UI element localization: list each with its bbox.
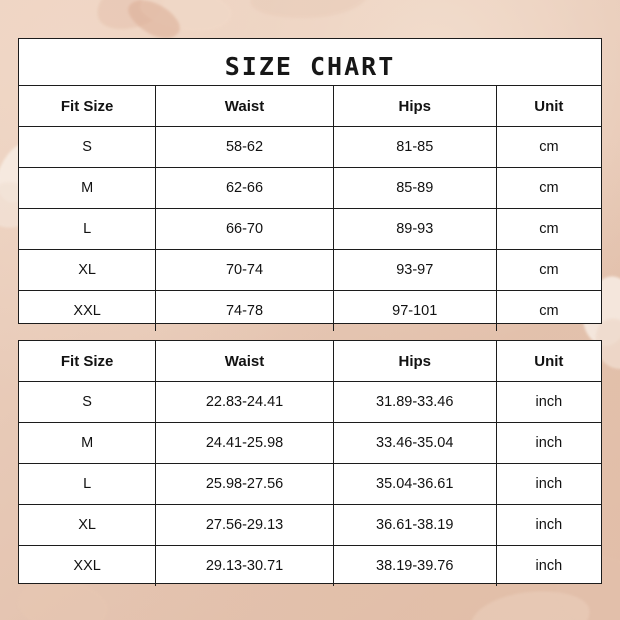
column-header-hips: Hips (333, 341, 496, 382)
table-row (19, 423, 601, 464)
cell-fit-size: S (19, 127, 156, 168)
cell-waist: 29.13-30.71 (156, 546, 334, 587)
cell-fit-size: M (19, 168, 156, 209)
cell-unit: inch (496, 464, 601, 505)
cm-size-chart-card (18, 38, 602, 324)
table-header-row (19, 86, 601, 127)
cell-unit: cm (496, 168, 601, 209)
cell-fit-size: M (19, 423, 156, 464)
cm-size-table (19, 85, 601, 331)
cell-waist: 62-66 (156, 168, 334, 209)
table-row (19, 127, 601, 168)
cell-unit: inch (496, 423, 601, 464)
column-header-waist: Waist (156, 86, 334, 127)
column-header-hips: Hips (333, 86, 496, 127)
column-header-waist: Waist (156, 341, 334, 382)
cell-hips: 97-101 (333, 291, 496, 332)
cell-unit: cm (496, 291, 601, 332)
cell-waist: 74-78 (156, 291, 334, 332)
cell-fit-size: XXL (19, 546, 156, 587)
cell-unit: inch (496, 546, 601, 587)
cell-waist: 24.41-25.98 (156, 423, 334, 464)
table-row (19, 505, 601, 546)
cell-fit-size: L (19, 209, 156, 250)
cell-hips: 33.46-35.04 (333, 423, 496, 464)
cell-fit-size: XXL (19, 291, 156, 332)
table-row (19, 291, 601, 332)
cell-unit: cm (496, 250, 601, 291)
cell-unit: inch (496, 382, 601, 423)
table-header-row (19, 341, 601, 382)
cell-fit-size: S (19, 382, 156, 423)
cell-hips: 36.61-38.19 (333, 505, 496, 546)
cell-hips: 31.89-33.46 (333, 382, 496, 423)
cell-waist: 25.98-27.56 (156, 464, 334, 505)
cell-waist: 66-70 (156, 209, 334, 250)
cell-hips: 38.19-39.76 (333, 546, 496, 587)
table-row (19, 546, 601, 587)
cell-waist: 27.56-29.13 (156, 505, 334, 546)
inch-size-chart-card (18, 340, 602, 584)
column-header-unit: Unit (496, 86, 601, 127)
table-row (19, 209, 601, 250)
cell-unit: inch (496, 505, 601, 546)
column-header-fit-size: Fit Size (19, 341, 156, 382)
cell-hips: 93-97 (333, 250, 496, 291)
cell-hips: 81-85 (333, 127, 496, 168)
cell-hips: 35.04-36.61 (333, 464, 496, 505)
cell-hips: 89-93 (333, 209, 496, 250)
cell-unit: cm (496, 209, 601, 250)
table-row (19, 168, 601, 209)
cell-waist: 70-74 (156, 250, 334, 291)
column-header-fit-size: Fit Size (19, 86, 156, 127)
cell-fit-size: L (19, 464, 156, 505)
cell-fit-size: XL (19, 250, 156, 291)
page-title: SIZE CHART (224, 52, 396, 81)
cell-waist: 22.83-24.41 (156, 382, 334, 423)
table-row (19, 382, 601, 423)
inch-size-table (19, 341, 601, 586)
cell-fit-size: XL (19, 505, 156, 546)
column-header-unit: Unit (534, 352, 564, 370)
cell-unit: cm (496, 127, 601, 168)
cell-waist: 58-62 (156, 127, 334, 168)
petal-decoration (249, 0, 372, 22)
cell-hips: 85-89 (333, 168, 496, 209)
table-row (19, 250, 601, 291)
table-row (19, 464, 601, 505)
